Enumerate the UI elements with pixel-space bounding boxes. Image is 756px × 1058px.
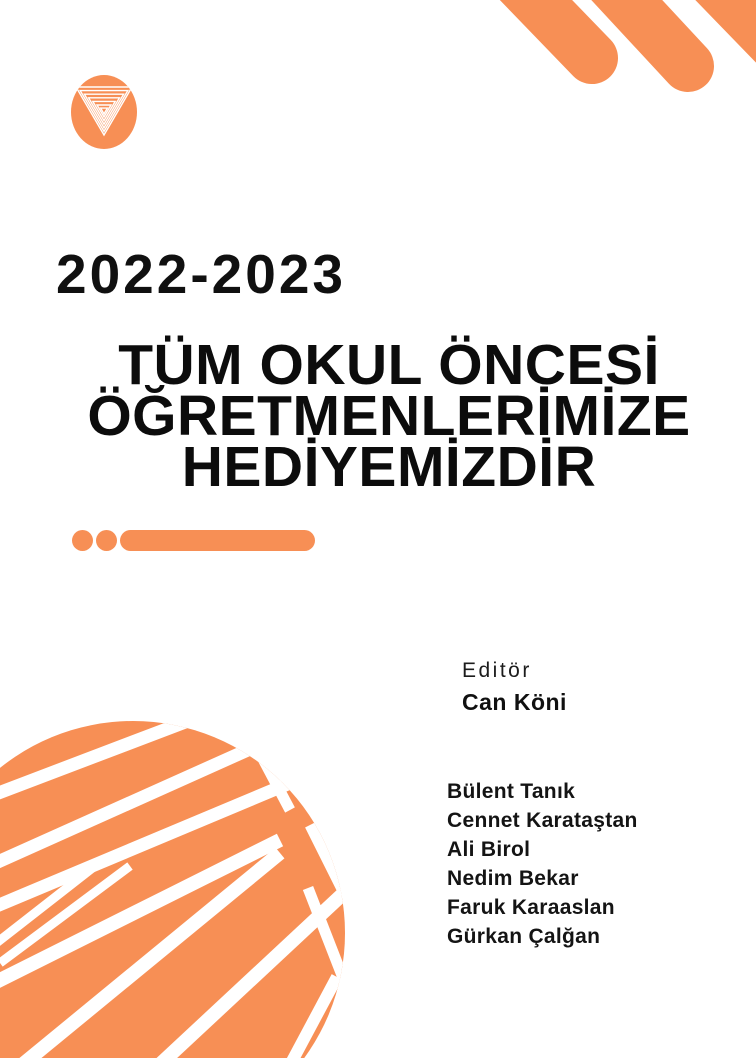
triangle-spiral-logo-icon (66, 73, 142, 153)
author-name: Cennet Karataştan (447, 809, 638, 832)
author-name: Gürkan Çalğan (447, 925, 601, 948)
year-text: 2022-2023 (56, 243, 347, 305)
editor-label: Editör (462, 659, 532, 682)
editor-name: Can Köni (462, 689, 567, 715)
striped-circle-icon (0, 713, 360, 1058)
corner-stripes-icon (476, 0, 756, 170)
title-line-3: HEDİYEMİZDİR (181, 435, 597, 499)
author-name: Faruk Karaaslan (447, 896, 615, 919)
author-name: Ali Birol (447, 838, 531, 861)
dots-bar-divider (72, 530, 315, 551)
author-name: Nedim Bekar (447, 867, 579, 890)
author-name: Bülent Tanık (447, 780, 576, 803)
title-line-2: ÖĞRETMENLERİMİZE (87, 384, 691, 448)
editor-block (462, 659, 567, 716)
divider-bar-icon (120, 530, 315, 551)
title-line-1: TÜM OKUL ÖNCESİ (118, 333, 660, 397)
divider-dot-icon (96, 530, 117, 551)
divider-dot-icon (72, 530, 93, 551)
authors-list (447, 777, 638, 951)
cover-title (22, 333, 756, 499)
